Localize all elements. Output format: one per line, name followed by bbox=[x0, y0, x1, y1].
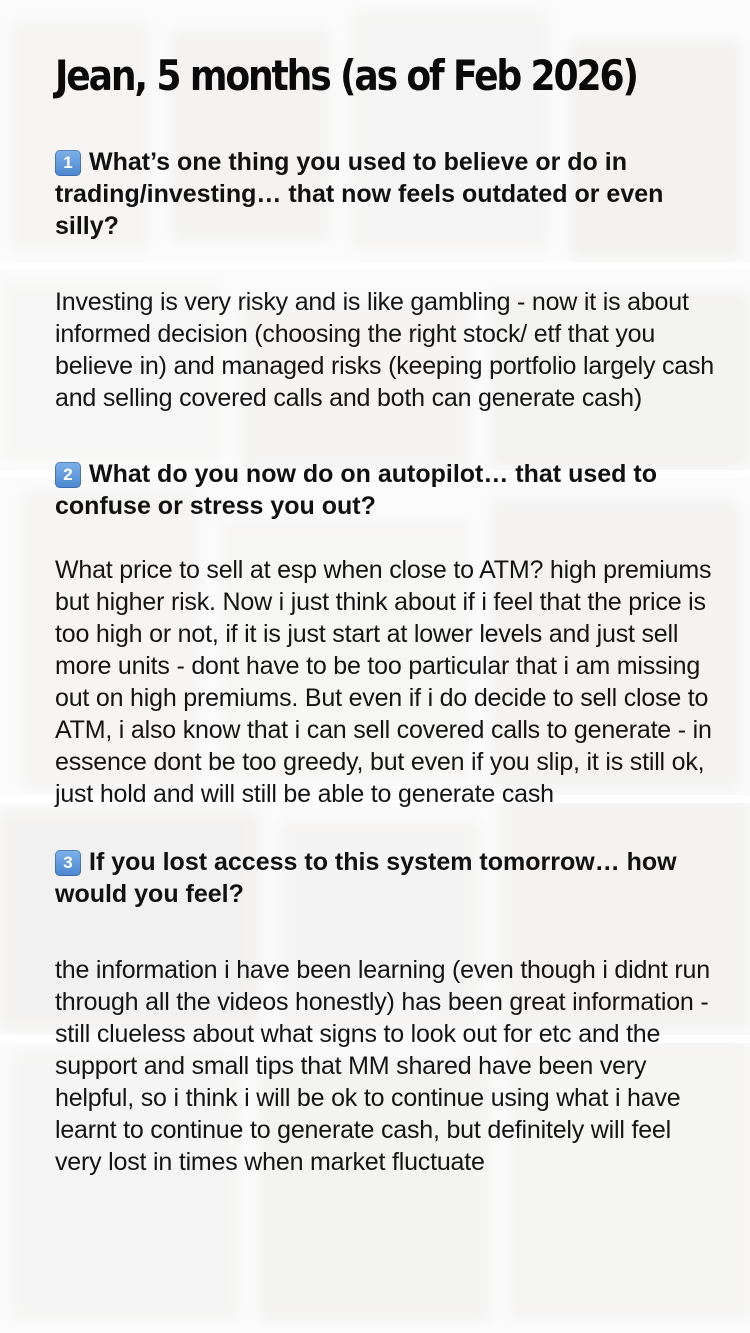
keycap-number-3-icon: 3 bbox=[55, 850, 81, 876]
question-1-text: What’s one thing you used to believe or do in trading/investing… that now feels outdated or even silly? bbox=[55, 148, 664, 240]
qa-item-2 bbox=[55, 458, 715, 810]
page-title: Jean, 5 months (as of Feb 2026) bbox=[55, 51, 637, 100]
answer-2: What price to sell at esp when close to ATM? high premiums but higher risk. Now i just think about if i feel that the price is too high or not, if it is just start at lower levels and just sell more units - dont have to be too particular that i am missing out on high premiums. But even if i do decide to sell close to ATM, i also know that i can sell covered calls to generate - in essence dont be too greedy, but even if you slip, it is still ok, just hold and will still be able to generate cash bbox=[55, 556, 712, 808]
answer-1: Investing is very risky and is like gambling - now it is about informed decision (choosing the right stock/ etf that you believe in) and managed risks (keeping portfolio largely cash and selling covered calls and both can generate cash) bbox=[55, 288, 715, 412]
testimonial-card bbox=[55, 48, 715, 1178]
qa-item-3 bbox=[55, 846, 715, 1178]
keycap-number-2-icon: 2 bbox=[55, 462, 81, 488]
question-2 bbox=[55, 458, 715, 522]
qa-item-1 bbox=[55, 146, 715, 414]
question-3 bbox=[55, 846, 715, 910]
question-3-text: If you lost access to this system tomorrow… how would you feel? bbox=[55, 848, 677, 908]
keycap-number-1-icon: 1 bbox=[55, 150, 81, 176]
question-2-text: What do you now do on autopilot… that used to confuse or stress you out? bbox=[55, 460, 657, 520]
question-1 bbox=[55, 146, 715, 242]
answer-3: the information i have been learning (even though i didnt run through all the videos honestly) has been great information - still clueless about what signs to look out for etc and the support and small tips that MM shared have been very helpful, so i think i will be ok to continue using what i have learnt to continue to generate cash, but definitely will feel very lost in times when market fluctuate bbox=[55, 956, 710, 1176]
